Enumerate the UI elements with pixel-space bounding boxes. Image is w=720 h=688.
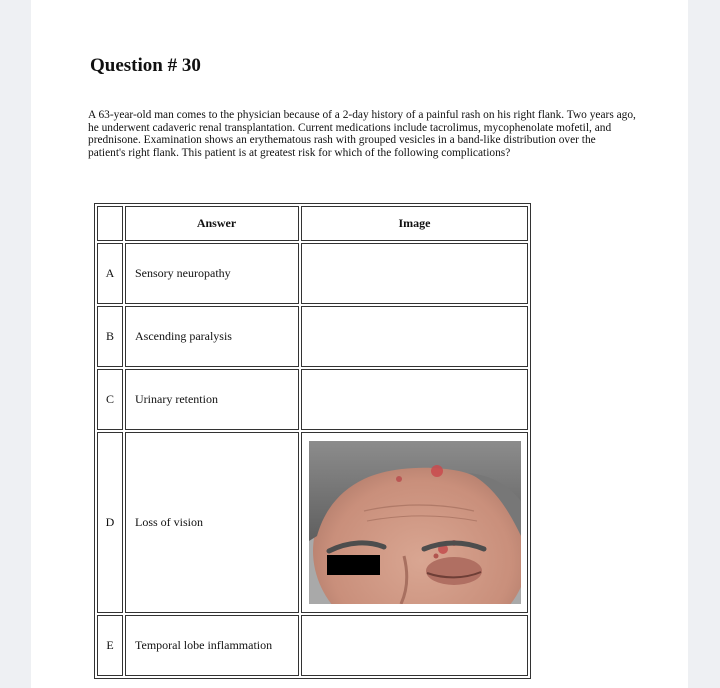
answer-row-e[interactable] bbox=[97, 615, 528, 676]
table-header-row bbox=[97, 206, 528, 241]
option-image-cell bbox=[301, 243, 528, 304]
option-letter: B bbox=[97, 306, 123, 367]
answer-row-d[interactable] bbox=[97, 432, 528, 613]
answer-table bbox=[94, 203, 531, 679]
document-page bbox=[31, 0, 688, 688]
answer-row-b[interactable] bbox=[97, 306, 528, 367]
option-image-cell bbox=[301, 306, 528, 367]
header-image: Image bbox=[301, 206, 528, 241]
option-image-cell bbox=[301, 369, 528, 430]
option-image-cell bbox=[301, 615, 528, 676]
header-answer: Answer bbox=[125, 206, 299, 241]
clinical-photo bbox=[309, 441, 521, 604]
question-title: Question # 30 bbox=[90, 55, 201, 76]
option-text: Loss of vision bbox=[125, 432, 299, 613]
option-letter: C bbox=[97, 369, 123, 430]
option-text: Temporal lobe inflammation bbox=[125, 615, 299, 676]
answer-row-c[interactable] bbox=[97, 369, 528, 430]
answer-row-a[interactable] bbox=[97, 243, 528, 304]
header-letter bbox=[97, 206, 123, 241]
option-text: Ascending paralysis bbox=[125, 306, 299, 367]
option-letter: D bbox=[97, 432, 123, 613]
option-text: Sensory neuropathy bbox=[125, 243, 299, 304]
option-letter: A bbox=[97, 243, 123, 304]
option-letter: E bbox=[97, 615, 123, 676]
option-text: Urinary retention bbox=[125, 369, 299, 430]
question-stem: A 63-year-old man comes to the physician because of a 2-day history of a painful rash on his right flank. Two years ago, he underwent cadaveric renal transplantation. Current medications include tacrolimus, mycophenolate mofetil, and prednisone. Examination shows an erythematous rash with grouped vesicles in a band-like distribution over the patient's right flank. This patient is at greatest risk for which of the following complications? bbox=[88, 109, 636, 159]
option-image-cell bbox=[301, 432, 528, 613]
